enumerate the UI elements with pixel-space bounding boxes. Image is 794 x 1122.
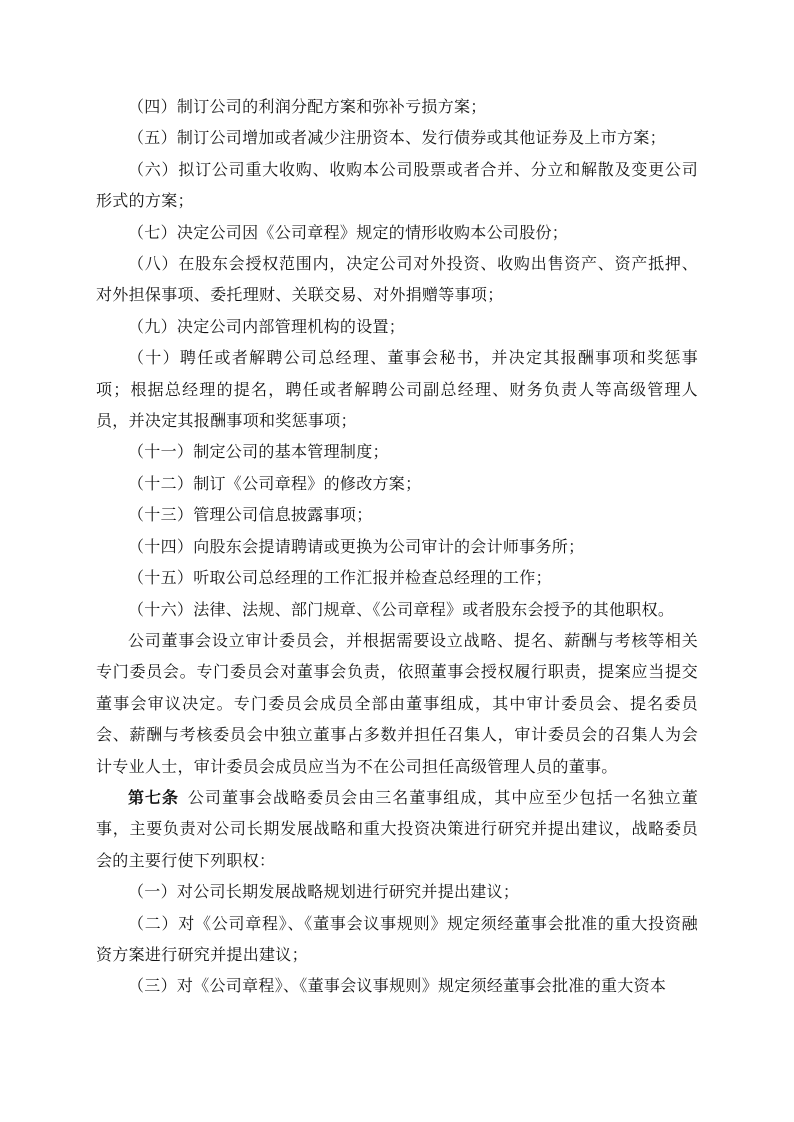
paragraph	[96, 155, 698, 218]
paragraph	[96, 312, 698, 343]
paragraph-text: （十三）管理公司信息披露事项；	[128, 507, 373, 525]
paragraph-text: （十一）制定公司的基本管理制度；	[128, 444, 389, 462]
paragraph	[96, 626, 698, 783]
paragraph-text: （三）对《公司章程》、《董事会议事规则》规定须经董事会批准的重大资本	[128, 978, 667, 996]
paragraph	[96, 249, 698, 312]
paragraph-text: （四）制订公司的利润分配方案和弥补亏损方案；	[128, 99, 487, 116]
paragraph-text: （十六）法律、法规、部门规章、《公司章程》或者股东会授予的其他职权。	[128, 601, 675, 619]
paragraph	[96, 123, 698, 154]
paragraph	[96, 909, 698, 972]
paragraph-text: （十二）制订《公司章程》的修改方案；	[128, 475, 422, 493]
paragraph-text: （十四）向股东会提请聘请或更换为公司审计的会计师事务所；	[128, 538, 585, 556]
paragraph	[96, 595, 698, 626]
paragraph-text: （五）制订公司增加或者减少注册资本、发行债券或其他证券及上市方案；	[128, 130, 666, 148]
paragraph-text: （七）决定公司因《公司章程》规定的情形收购本公司股份；	[128, 224, 569, 242]
paragraph	[96, 877, 698, 908]
paragraph	[96, 563, 698, 594]
document-body	[96, 92, 698, 1003]
paragraph-text: （六）拟订公司重大收购、收购本公司股票或者合并、分立和解散及变更公司形式的方案；	[96, 161, 698, 211]
paragraph	[96, 218, 698, 249]
paragraph-text: 公司董事会设立审计委员会，并根据需要设立战略、提名、薪酬与考核等相关专门委员会。专门委员会对董事会负责，依照董事会授权履行职责，提案应当提交董事会审议决定。专门委员会成员全部由董事组成，其中审计委员会、提名委员会、薪酬与考核委员会中独立董事占多数并担任召集人，审计委员会的召集人为会计专业人士，审计委员会成员应当为不在公司担任高级管理人员的董事。	[96, 632, 698, 776]
paragraph	[96, 971, 698, 1002]
paragraph	[96, 500, 698, 531]
paragraph-text: （十五）听取公司总经理的工作汇报并检查总经理的工作；	[128, 570, 552, 588]
article-number: 第七条	[128, 789, 180, 807]
paragraph-text: （九）决定公司内部管理机构的设置；	[128, 318, 406, 336]
paragraph	[96, 92, 698, 123]
paragraph-text: 公司董事会战略委员会由三名董事组成，其中应至少包括一名独立董事，主要负责对公司长期发展战略和重大投资决策进行研究并提出建议，战略委员会的主要行使下列职权：	[96, 789, 698, 870]
paragraph	[96, 532, 698, 563]
paragraph	[96, 437, 698, 468]
paragraph	[96, 783, 698, 877]
paragraph-text: （十）聘任或者解聘公司总经理、董事会秘书，并决定其报酬事项和奖惩事项；根据总经理的提名，聘任或者解聘公司副总经理、财务负责人等高级管理人员，并决定其报酬事项和奖惩事项；	[96, 350, 698, 431]
paragraph-text: （二）对《公司章程》、《董事会议事规则》规定须经董事会批准的重大投资融资方案进行研究并提出建议；	[96, 915, 698, 964]
paragraph-text: （一）对公司长期发展战略规划进行研究并提出建议；	[128, 884, 520, 902]
paragraph	[96, 469, 698, 500]
paragraph	[96, 343, 698, 437]
paragraph-text: （八）在股东会授权范围内，决定公司对外投资、收购出售资产、资产抵押、对外担保事项、委托理财、关联交易、对外捐赠等事项；	[96, 256, 698, 305]
